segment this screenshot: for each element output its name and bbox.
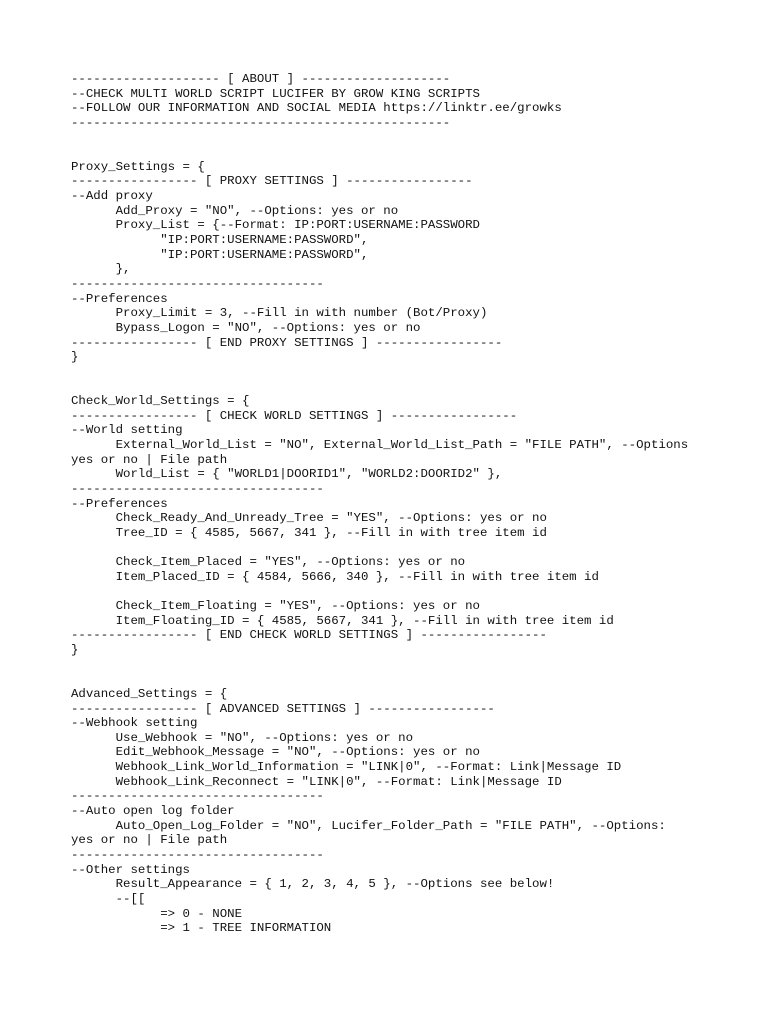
code-line: --Preferences [71, 291, 168, 306]
code-line: Check_World_Settings = { [71, 394, 250, 409]
code-line: Advanced_Settings = { [71, 686, 228, 701]
code-line: => 1 - TREE INFORMATION [71, 921, 332, 936]
code-line: Auto_Open_Log_Folder = "NO", Lucifer_Folder_Path = "FILE PATH", --Options: [71, 818, 666, 833]
code-line [71, 672, 711, 687]
code-line [71, 658, 711, 673]
code-line: --FOLLOW OUR INFORMATION AND SOCIAL MEDIA https://linktr.ee/growks [71, 101, 562, 116]
code-line: --Preferences [71, 496, 168, 511]
code-line: ---------------------------------- [71, 481, 324, 496]
code-line: Proxy_List = {--Format: IP:PORT:USERNAME:PASSWORD [71, 218, 480, 233]
code-line: --Other settings [71, 862, 190, 877]
code-line: Check_Item_Floating = "YES", --Options: yes or no [71, 599, 480, 614]
code-line: World_List = { "WORLD1|DOORID1", "WORLD2:DOORID2" }, [71, 467, 503, 482]
code-line: Tree_ID = { 4585, 5667, 341 }, --Fill in with tree item id [71, 525, 547, 540]
code-line: Use_Webhook = "NO", --Options: yes or no [71, 730, 414, 745]
code-line: yes or no | File path [71, 452, 228, 467]
code-line: ----------------- [ END CHECK WORLD SETTINGS ] ----------------- [71, 628, 547, 643]
code-line: Proxy_Settings = { [71, 159, 205, 174]
code-line: ---------------------------------- [71, 789, 324, 804]
code-line: Webhook_Link_World_Information = "LINK|0", --Format: Link|Message ID [71, 760, 622, 775]
code-line: External_World_List = "NO", External_World_List_Path = "FILE PATH", --Options [71, 438, 689, 453]
code-line: ----------------- [ END PROXY SETTINGS ] ----------------- [71, 335, 503, 350]
code-line: ----------------- [ PROXY SETTINGS ] ----------------- [71, 174, 473, 189]
code-line: ----------------- [ CHECK WORLD SETTINGS ] ----------------- [71, 408, 518, 423]
code-line: --Add proxy [71, 189, 153, 204]
code-line: } [71, 642, 79, 657]
code-line [71, 584, 711, 599]
code-line: Bypass_Logon = "NO", --Options: yes or no [71, 320, 421, 335]
code-line: ---------------------------------- [71, 847, 324, 862]
code-line: "IP:PORT:USERNAME:PASSWORD", [71, 233, 369, 248]
code-line: }, [71, 262, 131, 277]
code-line: ---------------------------------- [71, 276, 324, 291]
code-line: --Webhook setting [71, 716, 198, 731]
code-line: Result_Appearance = { 1, 2, 3, 4, 5 }, --Options see below! [71, 877, 555, 892]
code-line [71, 145, 711, 160]
code-line [71, 541, 711, 556]
code-line: -------------------- [ ABOUT ] -------------------- [71, 72, 451, 86]
code-line [71, 365, 711, 380]
code-line: Item_Floating_ID = { 4585, 5667, 341 }, --Fill in with tree item id [71, 613, 614, 628]
code-line: "IP:PORT:USERNAME:PASSWORD", [71, 247, 369, 262]
code-line: Item_Placed_ID = { 4584, 5666, 340 }, --Fill in with tree item id [71, 569, 599, 584]
code-line: Check_Item_Placed = "YES", --Options: yes or no [71, 555, 466, 570]
code-line [71, 379, 711, 394]
code-line: ----------------- [ ADVANCED SETTINGS ] ----------------- [71, 701, 495, 716]
code-line: Add_Proxy = "NO", --Options: yes or no [71, 203, 399, 218]
code-line: Proxy_Limit = 3, --Fill in with number (Bot/Proxy) [71, 306, 488, 321]
code-line: => 0 - NONE [71, 906, 243, 921]
code-line: yes or no | File path [71, 833, 228, 848]
code-line: Edit_Webhook_Message = "NO", --Options: yes or no [71, 745, 480, 760]
code-line: } [71, 350, 79, 365]
code-line: --------------------------------------------------- [71, 115, 451, 130]
code-line: Webhook_Link_Reconnect = "LINK|0", --Format: Link|Message ID [71, 774, 562, 789]
script-config-document [71, 72, 711, 936]
code-line: --Auto open log folder [71, 804, 235, 819]
code-line: --CHECK MULTI WORLD SCRIPT LUCIFER BY GROW KING SCRIPTS [71, 86, 480, 101]
code-line: Check_Ready_And_Unready_Tree = "YES", --Options: yes or no [71, 511, 547, 526]
code-line: --[[ [71, 891, 146, 906]
code-line: --World setting [71, 423, 183, 438]
code-line [71, 131, 711, 146]
